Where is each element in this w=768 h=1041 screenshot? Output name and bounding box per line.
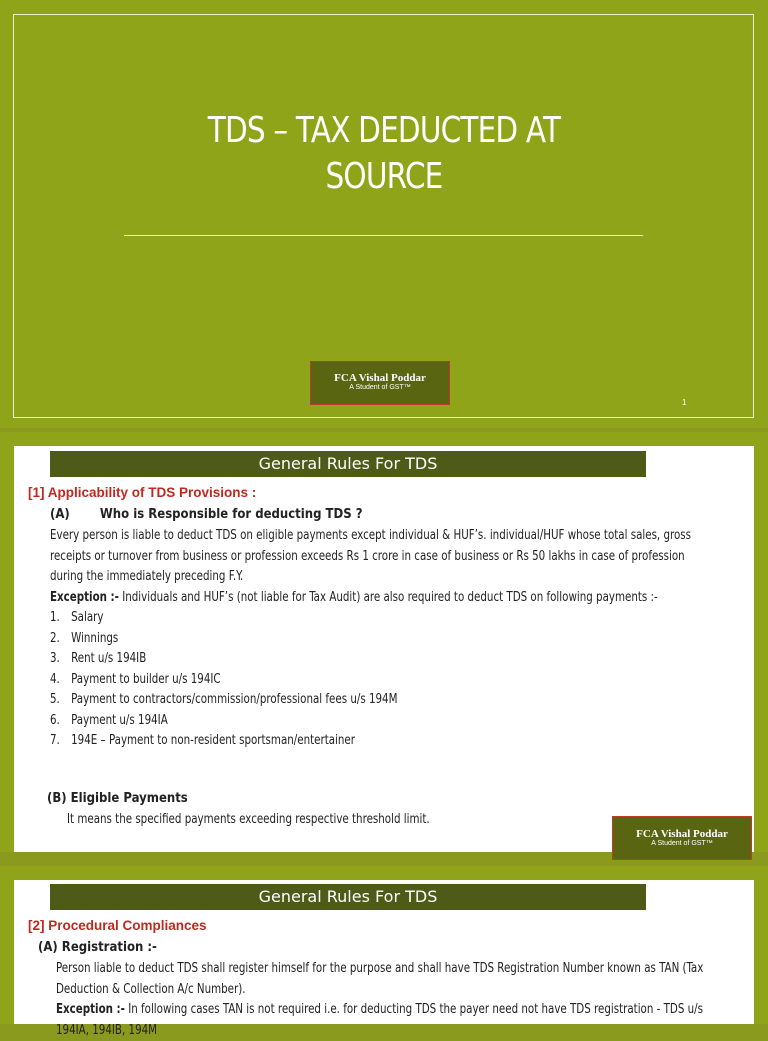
author-tagline: A Student of GST™	[613, 840, 751, 847]
rules-slide-1-panel	[14, 446, 754, 852]
title-slide	[0, 0, 768, 428]
list-item: 4. Payment to builder u/s 194IC	[50, 670, 701, 691]
slide-title	[69, 108, 699, 200]
exception-text: Individuals and HUF’s (not liable for Tax Audit) are also required to deduct TDS on following payments :-	[119, 590, 658, 605]
slide-title-line-1: TDS – TAX DEDUCTED AT	[69, 108, 699, 154]
paragraph-line: 194IA, 194IB, 194M	[56, 1021, 725, 1041]
subsection-b-text: It means the specified payments exceeding respective threshold limit.	[67, 810, 430, 831]
list-item: 7. 194E – Payment to non-resident sportsman/entertainer	[50, 731, 701, 752]
slide-title-line-2: SOURCE	[69, 154, 699, 200]
exception-label: Exception :-	[56, 1002, 125, 1017]
paragraph-line: Deduction & Collection A/c Number).	[56, 980, 725, 1001]
paragraph-line: Every person is liable to deduct TDS on eligible payments except individual & HUF’s. individual/HUF whose total sales, gross	[50, 526, 701, 547]
author-tagline: A Student of GST™	[311, 384, 449, 391]
responsibility-paragraph	[50, 526, 701, 752]
list-item: 2. Winnings	[50, 629, 701, 650]
list-item: 1. Salary	[50, 608, 701, 629]
subsection-a-heading	[50, 505, 363, 526]
exception-text: In following cases TAN is not required i.e. for deducting TDS the payer need not have TDS registration - TDS u/s	[125, 1002, 703, 1017]
list-item: 5. Payment to contractors/commission/professional fees u/s 194M	[50, 690, 701, 711]
author-badge	[310, 361, 450, 405]
page-number: 1	[682, 398, 686, 407]
exception-line	[50, 588, 701, 609]
paragraph-line: Person liable to deduct TDS shall register himself for the purpose and shall have TDS Registration Number known as TAN (Tax	[56, 959, 725, 980]
paragraph-line: during the immediately preceding F.Y.	[50, 567, 701, 588]
title-underline	[124, 235, 643, 236]
subsection-a-label: (A)	[50, 507, 70, 522]
section-banner: General Rules For TDS	[50, 884, 646, 910]
author-badge	[612, 816, 752, 860]
payment-list	[50, 608, 701, 752]
section-heading: [1] Applicability of TDS Provisions :	[28, 485, 256, 500]
exception-line	[56, 1000, 725, 1021]
list-item: 6. Payment u/s 194IA	[50, 711, 701, 732]
list-item: 3. Rent u/s 194IB	[50, 649, 701, 670]
rules-slide-2	[0, 866, 768, 1024]
section-heading: [2] Procedural Compliances	[28, 918, 207, 933]
author-name: FCA Vishal Poddar	[311, 372, 449, 384]
title-slide-frame	[13, 14, 754, 418]
registration-paragraph	[56, 959, 725, 1041]
author-name: FCA Vishal Poddar	[613, 828, 751, 840]
subsection-a-title: Who is Responsible for deducting TDS ?	[100, 507, 363, 522]
subsection-a-heading: (A) Registration :-	[38, 938, 157, 959]
exception-label: Exception :-	[50, 590, 119, 605]
section-banner: General Rules For TDS	[50, 451, 646, 477]
rules-slide-2-panel	[14, 880, 754, 1024]
rules-slide-1	[0, 432, 768, 852]
subsection-b-heading: (B) Eligible Payments	[47, 789, 188, 810]
paragraph-line: receipts or turnover from business or profession exceeds Rs 1 crore in case of business or Rs 50 lakhs in case of profession	[50, 547, 701, 568]
